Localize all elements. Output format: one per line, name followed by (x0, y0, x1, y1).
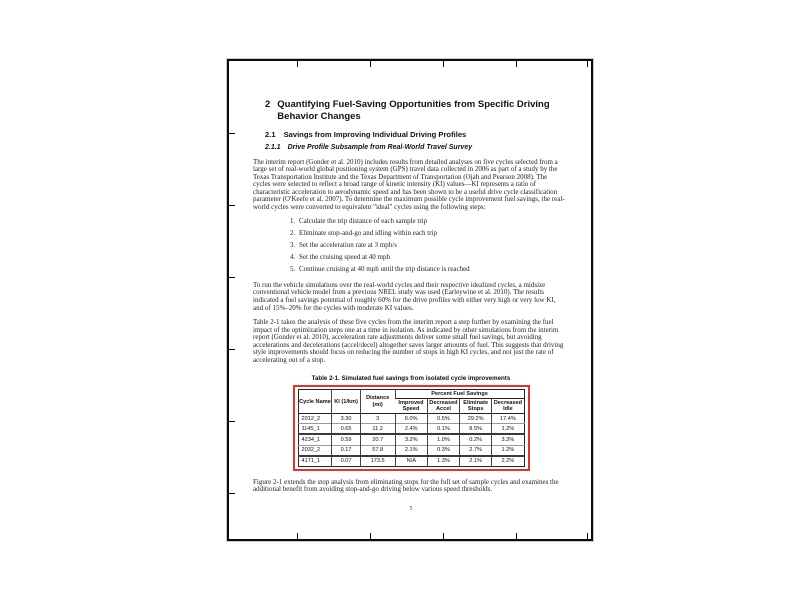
cell-value: N/A (395, 456, 427, 467)
cell-value: 1.0% (427, 434, 459, 445)
ruler-tick (516, 533, 517, 539)
col-header-improved-speed: Improved Speed (395, 398, 427, 413)
ruler-tick (370, 61, 371, 67)
ideal-cycle-step: 3. Set the acceleration rate at 3 mph/s (297, 242, 569, 250)
cell-value: 3.30 (332, 413, 360, 423)
cell-value: 1.2% (492, 424, 524, 435)
cell-value: 2.7% (460, 445, 492, 456)
cell-value: 8.5% (460, 424, 492, 435)
ideal-cycle-step: 5. Continue cruising at 40 mph until the trip distance is reached (297, 266, 569, 274)
cell-value: 57.8 (360, 445, 395, 456)
ruler-tick (229, 349, 235, 350)
paragraph-figure-note: Figure 2-1 extends the stop analysis from eliminating stops for the full set of sample cycles and examines the additional benefit from avoiding stop-and-go driving below various speed thresholds. (253, 477, 559, 494)
cell-value: 2.4% (395, 424, 427, 435)
ruler-tick (229, 205, 235, 206)
cell-value: 1.3% (427, 456, 459, 467)
table-row (298, 456, 524, 467)
ruler-tick (587, 533, 588, 539)
subsubsection-heading (265, 144, 569, 153)
ruler-tick (443, 533, 444, 539)
report-page (227, 59, 593, 541)
col-header-ki: KI (1/km) (332, 390, 360, 414)
page-content (229, 61, 591, 539)
ruler-tick (229, 493, 235, 494)
ruler-tick (443, 61, 444, 67)
ruler-tick (297, 61, 298, 67)
ideal-cycle-step: 4. Set the cruising speed at 40 mph (297, 254, 569, 262)
annotation-highlight-box (293, 385, 530, 471)
col-header-percent-fuel-savings: Percent Fuel Savings (395, 390, 524, 398)
table-body (298, 413, 524, 466)
col-header-decreased-accel: Decreased Accel (429, 399, 458, 412)
cell-value: 3.3% (492, 434, 524, 445)
ruler-tick (587, 61, 588, 67)
section-title: Quantifying Fuel-Saving Opportunities from Specific Driving Behavior Changes (277, 99, 550, 122)
cell-value: 11.2 (360, 424, 395, 435)
page-number: 5 (409, 504, 413, 512)
ruler-tick (229, 133, 235, 134)
subsection-title: Savings from Improving Individual Driving Profiles (283, 130, 467, 139)
cell-value: 3 (360, 413, 395, 423)
cell-cycle-name: 4171_1 (298, 456, 332, 467)
cell-value: 0.17 (332, 445, 360, 456)
subsubsection-title: Drive Profile Subsample from Real-World Travel Survey (287, 144, 473, 151)
ideal-cycle-step: 1. Calculate the trip distance of each sample trip (297, 218, 569, 226)
col-header-decreased-idle: Decreased Idle (493, 399, 523, 412)
cell-value: 6.0% (395, 413, 427, 423)
cell-cycle-name: 2032_2 (298, 445, 332, 456)
cell-value: 0.1% (427, 424, 459, 435)
col-header-eliminate-stops: Eliminate Stops (460, 398, 492, 413)
table-header (298, 390, 524, 414)
cell-value: 29.2% (460, 413, 492, 423)
cell-value: 0.59 (332, 434, 360, 445)
paragraph-table-discussion: Table 2-1 takes the analysis of these five cycles from the interim report a step further by examining the fuel impact of the optimization steps one at a time in isolation. As indicated by other simulations from the interim report (Gonder et al. 2010), acceleration rate adjustments deliver some small fuel savings, but avoiding accelerations and decelerations (accel/decel) altogether saves larger amounts of fuel. This suggests that driving style improvements should focus on reducing the number of stops in high KI cycles, and not just the rate of accelerating out of a stop. (253, 318, 564, 364)
cell-value: 20.7 (360, 434, 395, 445)
cell-value: 0.2% (460, 434, 492, 445)
cell-value: 17.4% (492, 413, 524, 423)
table-row (298, 413, 524, 423)
cell-cycle-name: 2012_2 (298, 413, 332, 423)
cell-value: 173.5 (360, 456, 395, 467)
ruler-tick (370, 533, 371, 539)
cell-value: 1.2% (492, 445, 524, 456)
cell-cycle-name: 4234_1 (298, 434, 332, 445)
ideal-cycle-steps-list (253, 218, 569, 274)
cell-value: 0.3% (427, 445, 459, 456)
cell-value: 2.2% (492, 456, 524, 467)
cell-cycle-name: 1145_1 (298, 424, 332, 435)
subsection-heading (265, 130, 569, 139)
section-heading (265, 99, 569, 122)
cell-value: 2.1% (460, 456, 492, 467)
paragraph-simulation: To run the vehicle simulations over the real-world cycles and their respective idealized cycles, a midsize conventional vehicle model from a previous NREL study was used (Earleywine et al. 2010). The results indicated a fuel savings potential of roughly 60% for the drive profiles with either very high or very low KI, and of 15%–20% for the cycles with moderate KI values. (253, 280, 556, 312)
paragraph-intro: The interim report (Gonder et al. 2010) includes results from detailed analyses on five cycles selected from a large set of real-world global positioning system (GPS) travel data collected in 2006 as part of a study by the Texas Transportation Institute and the Texas Department of Transportation (Ojah and Pearson 2008). The cycles were selected to reflect a broad range of kinetic intensity (KI) values—KI represents a ratio of characteristic acceleration to aerodynamic speed and has been shown to be a useful drive cycle classification parameter (O'Keefe et al. 2007). To determine the maximum possible cycle improvement fuel savings, the real-world cycles were converted to equivalent "ideal" cycles using the following steps: (253, 157, 565, 211)
ruler-tick (229, 421, 235, 422)
table-row (298, 445, 524, 456)
col-header-distance: Distance (mi) (360, 390, 395, 414)
cell-value: 2.1% (395, 445, 427, 456)
table-row (298, 434, 524, 445)
ruler-tick (229, 277, 235, 278)
fuel-savings-table (298, 389, 525, 467)
table-row (298, 424, 524, 435)
ruler-tick (297, 533, 298, 539)
section-number: 2 (265, 99, 271, 110)
subsection-number: 2.1 (265, 130, 276, 139)
cell-value: 0.5% (427, 413, 459, 423)
col-header-cycle-name: Cycle Name (298, 390, 332, 414)
cell-value: 3.2% (395, 434, 427, 445)
cell-value: 0.07 (332, 456, 360, 467)
ruler-tick (516, 61, 517, 67)
cell-value: 0.65 (332, 424, 360, 435)
table-caption: Table 2-1. Simulated fuel savings from isolated cycle improvements (311, 375, 511, 383)
ideal-cycle-step: 2. Eliminate stop-and-go and idling within each trip (297, 230, 569, 238)
subsubsection-number: 2.1.1 (265, 144, 281, 151)
